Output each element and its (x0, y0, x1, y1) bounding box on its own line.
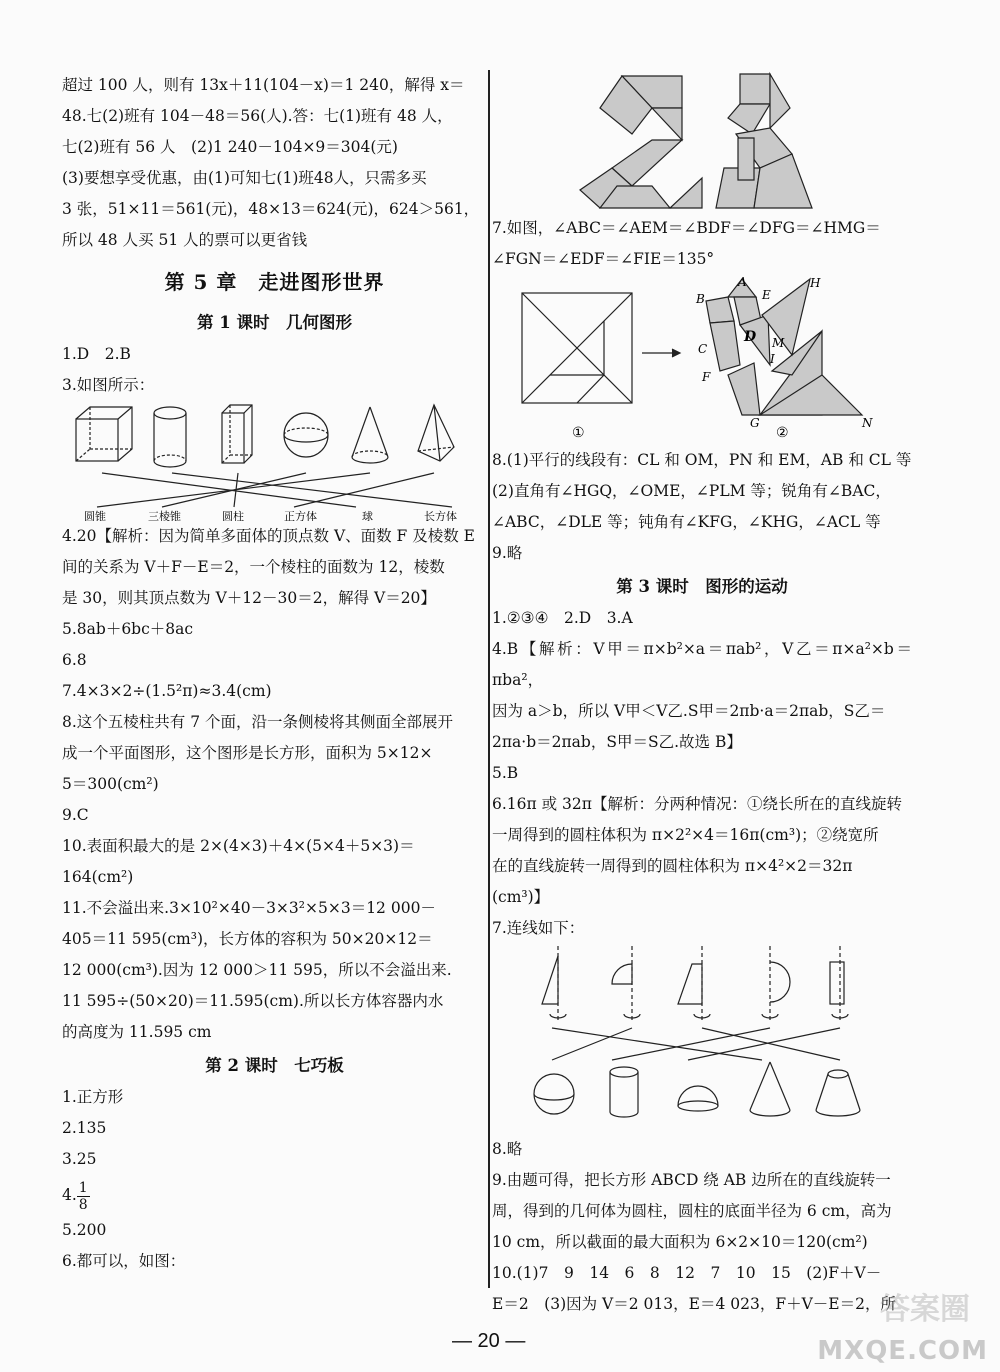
answer-line: 8.(1)平行的线段有：CL 和 OM，PN 和 EM，AB 和 CL 等 (492, 451, 912, 469)
answer-line: 3.如图所示： (62, 376, 155, 394)
point-label: B (696, 292, 705, 306)
answer-line: 405＝11 595(cm³)，长方体的容积为 50×20×12＝ (62, 930, 433, 948)
answer-line: 6.8 (62, 651, 87, 669)
answer-line: 是 30，则其顶点数为 V＋12－30＝2，解得 V＝20】 (62, 589, 436, 607)
answer-line: 6.16π 或 32π【解析：分两种情况：①绕长所在的直线旋转 (492, 795, 902, 813)
answer-line: (2)直角有∠HGQ，∠OME，∠PLM 等；锐角有∠BAC， (492, 482, 891, 500)
answer-line: 1.D 2.B (62, 345, 131, 363)
point-label: A (738, 275, 747, 289)
answer-line: 6.都可以，如图： (62, 1252, 186, 1270)
answer-line: 9.由题可得，把长方形 ABCD 绕 AB 边所在的直线旋转一 (492, 1171, 891, 1189)
answer-line: 间的关系为 V＋F－E＝2，一个棱柱的面数为 12，棱数 (62, 558, 445, 576)
right-column (492, 68, 912, 1320)
fraction (77, 1180, 90, 1213)
answer-line: 11 595÷(50×20)＝11.595(cm).所以长方体容器内水 (62, 992, 444, 1010)
chapter-title: 第 5 章 走进图形世界 (164, 270, 385, 294)
answer-line: 5.B (492, 764, 519, 782)
answer-line-fraction (62, 1175, 487, 1215)
answer-line: 5.200 (62, 1221, 107, 1239)
answer-line: 5＝300(cm²) (62, 775, 159, 793)
answer-line: 的高度为 11.595 cm (62, 1023, 212, 1041)
fraction-numerator: 1 (78, 1179, 88, 1196)
answer-line: 8.这个五棱柱共有 7 个面，沿一条侧棱将其侧面全部展开 (62, 713, 454, 731)
solid-label-cube: 正方体 (284, 510, 317, 521)
lesson-title: 第 1 课时 几何图形 (197, 313, 352, 332)
answer-line: 3.25 (62, 1150, 97, 1168)
text-line: (3)要想享受优惠，由(1)可知七(1)班48人，只需多买 (62, 169, 427, 187)
solid-label-cylinder: 圆柱 (222, 510, 244, 521)
answer-line: 12 000(cm³).因为 12 000＞11 595，所以不会溢出来. (62, 961, 452, 979)
answer-line: 9.C (62, 806, 89, 824)
watermark-url: MXQE.COM (817, 1336, 988, 1366)
text-line: 所以 48 人买 51 人的票可以更省钱 (62, 231, 308, 249)
answer-line: 7.连线如下： (492, 919, 585, 937)
answer-number: 4. (62, 1186, 77, 1204)
answer-line: 成一个平面图形，这个图形是长方形，面积为 5×12× (62, 744, 433, 762)
tangram-digits-figure (492, 68, 912, 213)
rotation-matching-figure (492, 944, 912, 1134)
answer-line: 5.8ab＋6bc＋8ac (62, 620, 194, 638)
answer-line: 4.B【解析：V甲＝π×b²×a＝πab²，V乙＝π×a²×b＝πba²， (492, 640, 912, 689)
tangram-transform-figure (492, 275, 912, 445)
watermark-logo: 答案圈 (880, 1292, 970, 1327)
figure-caption: ② (776, 425, 789, 441)
fraction-denominator: 8 (78, 1196, 88, 1213)
point-label: I (770, 352, 775, 366)
answer-line: 2.135 (62, 1119, 107, 1137)
answer-line: 2πa·b＝2πab，S甲＝S乙.故选 B】 (492, 733, 742, 751)
answer-line: 周，得到的几何体为圆柱，圆柱的底面半径为 6 cm，高为 (492, 1202, 892, 1220)
point-label: F (702, 370, 711, 384)
point-label: E (762, 288, 771, 302)
point-label: M (772, 336, 785, 350)
solid-label-pyramid: 三棱锥 (148, 510, 181, 521)
answer-line: 164(cm²) (62, 868, 134, 886)
answer-line: ∠FGN＝∠EDF＝∠FIE＝135° (492, 250, 715, 268)
solids-matching-figure (62, 401, 487, 521)
answer-line: 10.表面积最大的是 2×(4×3)＋4×(5×4＋5×3)＝ (62, 837, 415, 855)
point-label: D (744, 329, 757, 345)
text-line: 3 张，51×11＝561(元)，48×13＝624(元)，624＞561， (62, 200, 480, 218)
solid-label-cuboid: 长方体 (424, 510, 457, 521)
text-line: 48.七(2)班有 104－48＝56(人).答：七(1)班有 48 人， (62, 107, 453, 125)
answer-line: 一周得到的圆柱体积为 π×2²×4＝16π(cm³)；②绕宽所 (492, 826, 879, 844)
figure-caption: ① (572, 425, 585, 441)
answer-line: 9.略 (492, 544, 523, 562)
column-divider (488, 70, 490, 1288)
point-label: H (810, 276, 821, 290)
answer-line: 10 cm，所以截面的最大面积为 6×2×10＝120(cm²) (492, 1233, 868, 1251)
point-label: C (698, 342, 708, 356)
answer-line: 4.20【解析：因为简单多面体的顶点数 V、面数 F 及棱数 E (62, 527, 475, 545)
answer-line: 8.略 (492, 1140, 523, 1158)
answer-line: 10.(1)7 9 14 6 8 12 7 10 15 (2)F＋V－ (492, 1264, 882, 1282)
answer-line: 7.4×3×2÷(1.5²π)≈3.4(cm) (62, 682, 272, 700)
solid-label-sphere: 球 (362, 510, 373, 521)
text-line: 超过 100 人，则有 13x＋11(104－x)＝1 240，解得 x＝ (62, 76, 465, 94)
answer-line: 11.不会溢出来.3×10²×40－3×3²×5×3＝12 000－ (62, 899, 436, 917)
answer-line: 7.如图，∠ABC＝∠AEM＝∠BDF＝∠DFG＝∠HMG＝ (492, 219, 881, 237)
point-label: G (750, 416, 760, 430)
point-label: N (862, 416, 873, 430)
answer-line: 1.正方形 (62, 1088, 124, 1106)
lesson-title: 第 3 课时 图形的运动 (616, 577, 788, 596)
text-line: 七(2)班有 56 人 (2)1 240－104×9＝304(元) (62, 138, 398, 156)
lesson-title: 第 2 课时 七巧板 (205, 1056, 344, 1075)
answer-line: 在的直线旋转一周得到的圆柱体积为 π×4²×2＝32π (492, 857, 853, 875)
answer-line: (cm³)】 (492, 888, 550, 906)
left-column (62, 70, 487, 1277)
page-number: — 20 — (452, 1330, 526, 1352)
answer-line: E＝2 (3)因为 V＝2 013，E＝4 023，F＋V－E＝2，所 (492, 1295, 896, 1313)
answer-line: ∠ABC，∠DLE 等；钝角有∠KFG，∠KHG，∠ACL 等 (492, 513, 881, 531)
answer-line: 因为 a＞b，所以 V甲＜V乙.S甲＝2πb·a＝2πab，S乙＝ (492, 702, 886, 720)
solid-label-cone: 圆锥 (84, 510, 106, 521)
answer-line: 1.②③④ 2.D 3.A (492, 609, 633, 627)
